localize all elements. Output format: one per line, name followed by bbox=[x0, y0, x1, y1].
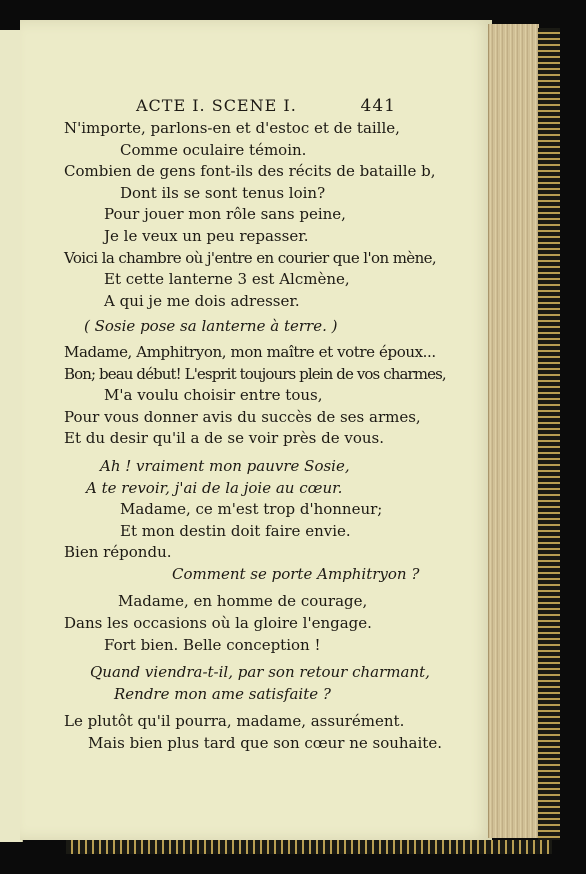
verse-line: Le plutôt qu'il pourra, madame, assurément. bbox=[64, 712, 405, 731]
verse-line: A qui je me dois adresser. bbox=[104, 291, 300, 310]
verse-line: Fort bien. Belle conception ! bbox=[104, 635, 321, 654]
verse-line: Bon; beau début! L'esprit toujours plein de vos charmes, bbox=[64, 364, 446, 383]
verse-line: A te revoir, j'ai de la joie au cœur. bbox=[86, 478, 343, 497]
header-title: ACTE I. SCENE I. bbox=[136, 96, 297, 115]
verse-line: M'a voulu choisir entre tous, bbox=[104, 386, 323, 405]
verse-line: Madame, ce m'est trop d'honneur; bbox=[120, 500, 383, 519]
verse-line: Madame, Amphitryon, mon maître et votre époux... bbox=[64, 342, 436, 361]
verse-line: Combien de gens font-ils des récits de bataille b, bbox=[64, 162, 436, 181]
cover-border-bottom bbox=[66, 840, 552, 854]
verse-line: Bien répondu. bbox=[64, 543, 172, 562]
verse-text bbox=[64, 118, 484, 755]
verse-line: Ah ! vraiment mon pauvre Sosie, bbox=[100, 456, 350, 475]
verse-line: Pour vous donner avis du succès de ses armes, bbox=[64, 407, 421, 426]
verse-line: Et cette lanterne 3 est Alcmène, bbox=[104, 270, 350, 289]
running-header bbox=[136, 96, 396, 115]
verse-line: Voici la chambre où j'entre en courier que l'on mène, bbox=[64, 248, 437, 267]
verse-line: Je le veux un peu repasser. bbox=[104, 226, 309, 245]
verse-line: Dans les occasions où la gloire l'engage. bbox=[64, 614, 372, 633]
verse-line: Pour jouer mon rôle sans peine, bbox=[104, 205, 346, 224]
verse-line: Dont ils se sont tenus loin? bbox=[120, 183, 326, 202]
verse-line: Mais bien plus tard que son cœur ne souhaite. bbox=[88, 734, 442, 753]
verse-line: N'importe, parlons-en et d'estoc et de taille, bbox=[64, 119, 400, 137]
verse-line: Madame, en homme de courage, bbox=[118, 592, 368, 611]
verse-line: Comme oculaire témoin. bbox=[120, 140, 307, 159]
page-edges bbox=[488, 24, 539, 838]
page-number: 441 bbox=[360, 96, 396, 116]
verse-line: Quand viendra-t-il, par son retour charmant, bbox=[90, 663, 430, 682]
cover-border-right bbox=[538, 28, 560, 840]
verse-line: Comment se porte Amphitryon ? bbox=[172, 564, 420, 583]
verse-line: Rendre mon ame satisfaite ? bbox=[114, 684, 331, 703]
stage-direction: ( Sosie pose sa lanterne à terre. ) bbox=[84, 317, 338, 336]
verse-line: Et du desir qu'il a de se voir près de vous. bbox=[64, 429, 384, 448]
verse-line: Et mon destin doit faire envie. bbox=[120, 521, 351, 540]
